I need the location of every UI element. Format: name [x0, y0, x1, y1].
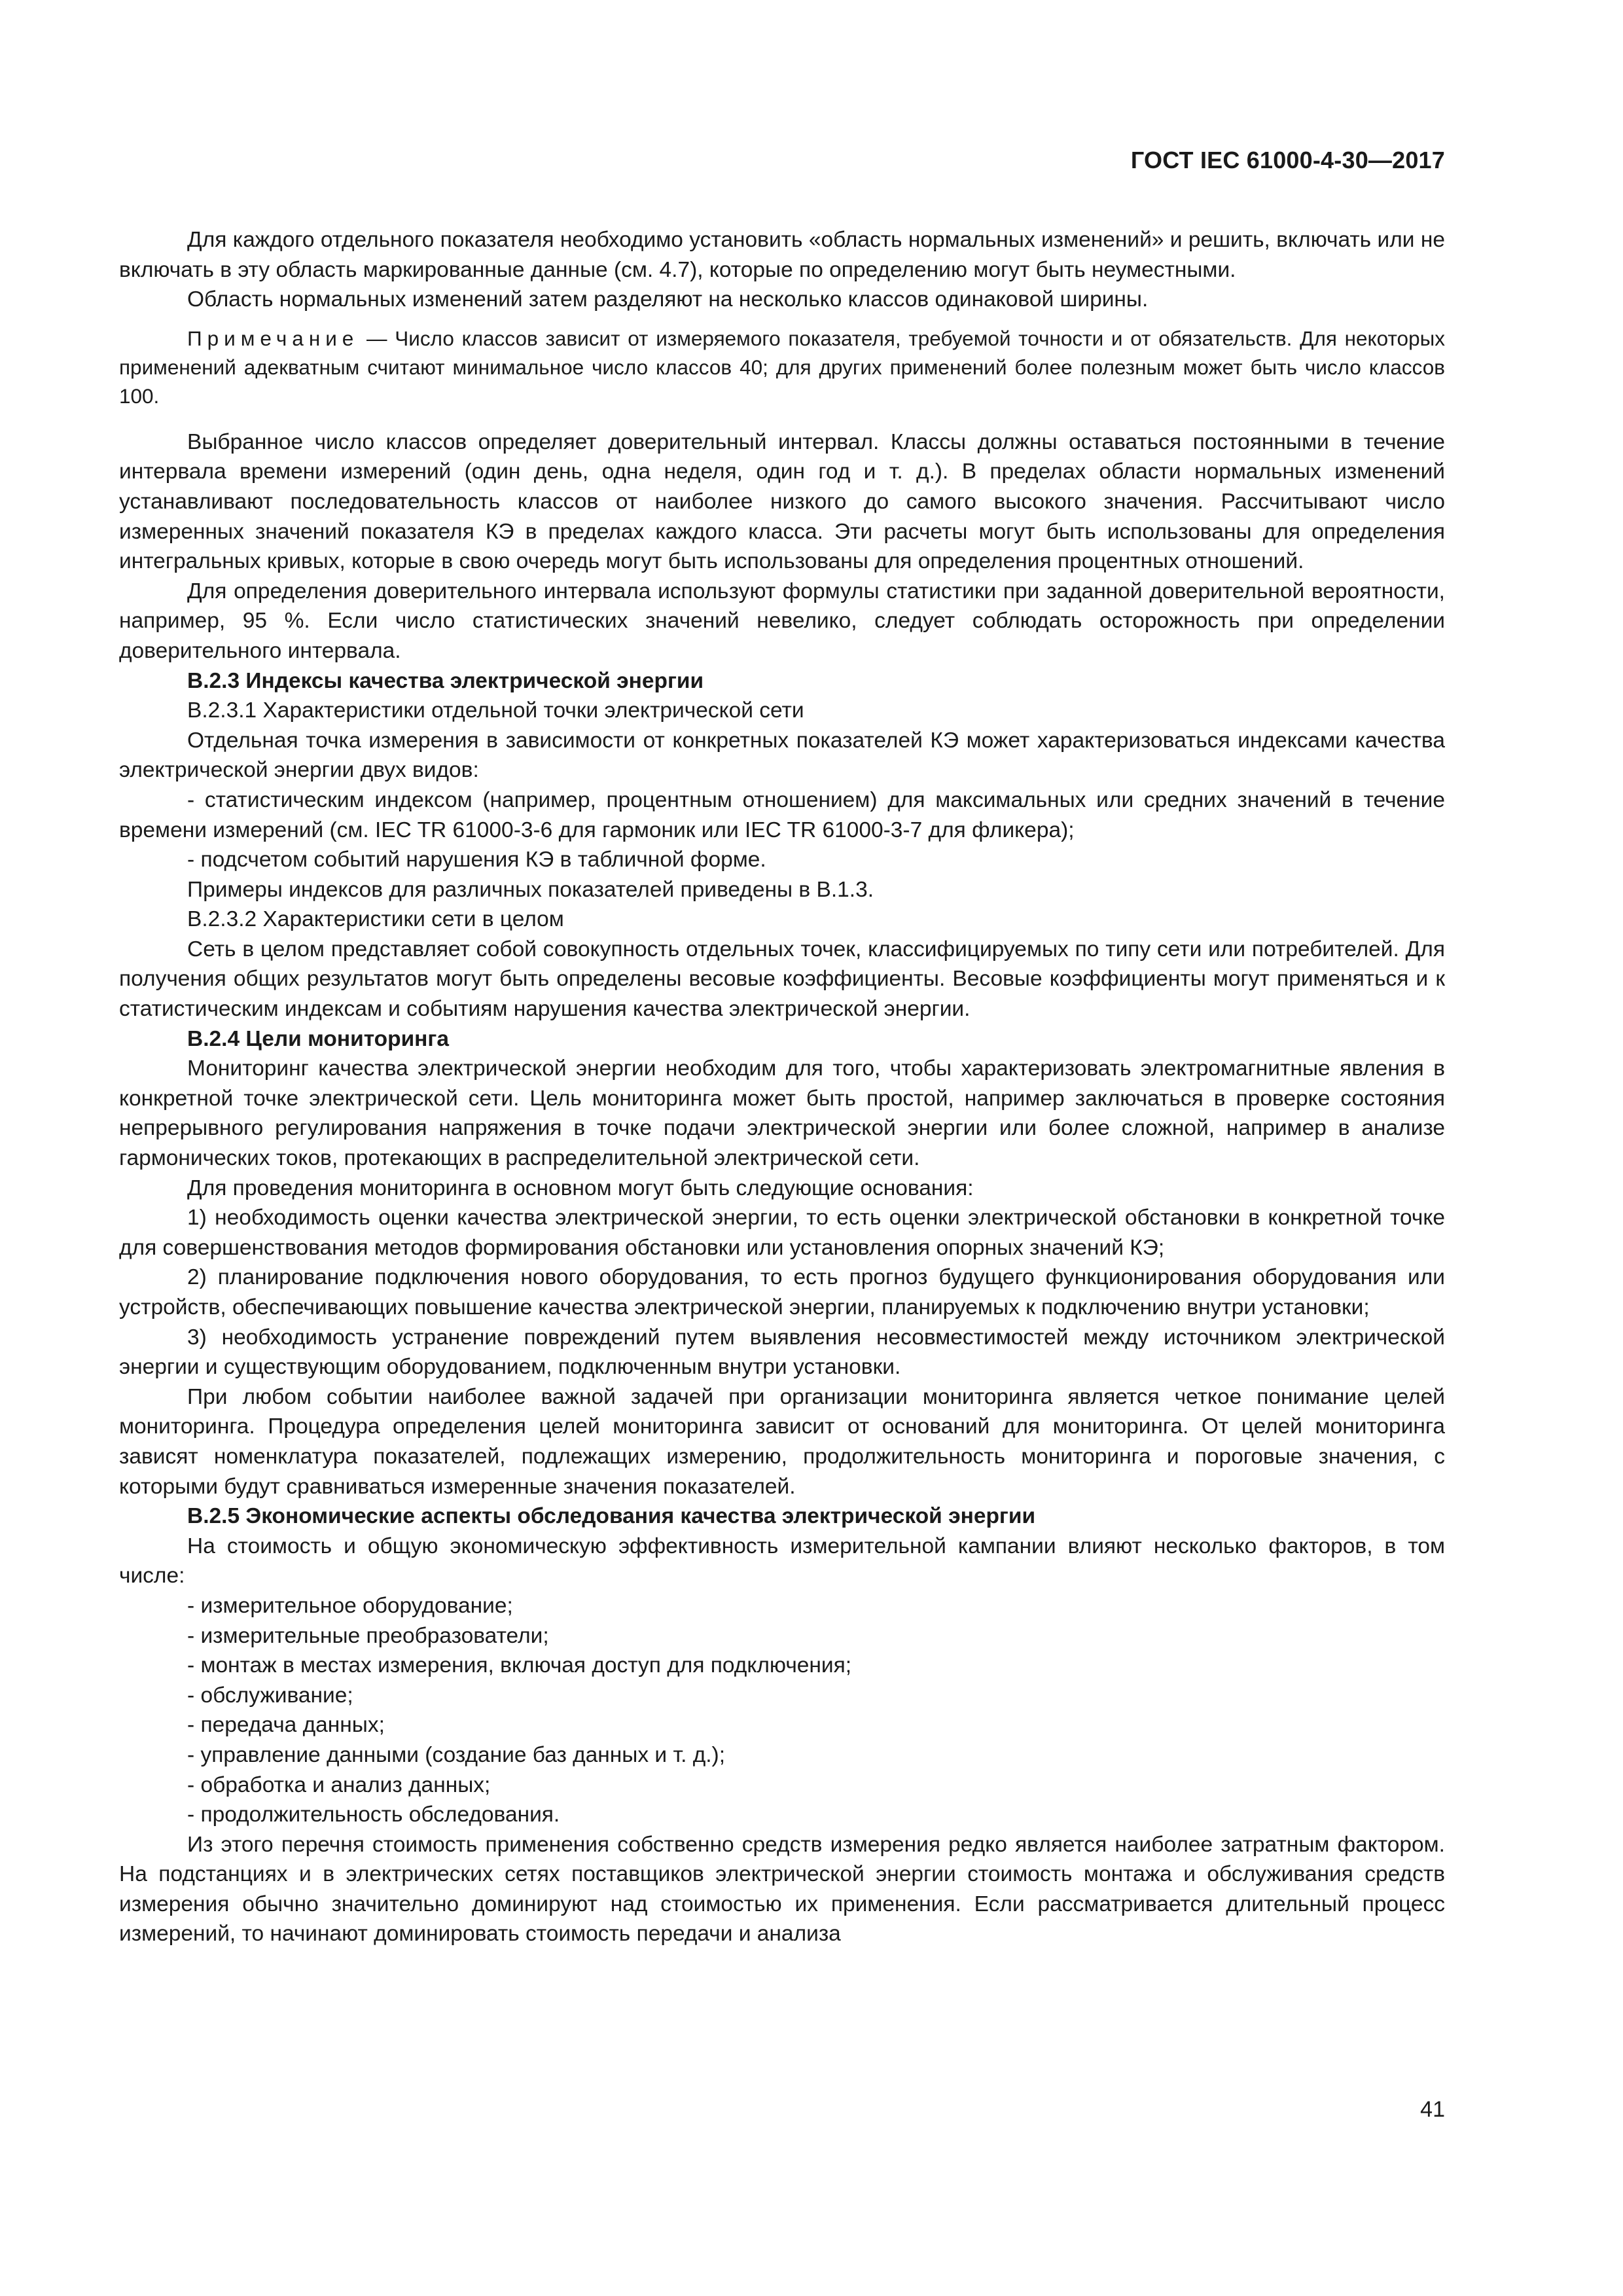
- section-heading: В.2.4 Цели мониторинга: [187, 1026, 450, 1051]
- section-heading: В.2.3 Индексы качества электрической энергии: [187, 668, 704, 693]
- note-label: Примечание: [187, 326, 359, 350]
- paragraph: Сеть в целом представляет собой совокупность отдельных точек, классифицируемых по типу сети или потребителей. Для получения общих результатов могут быть определены весовые коэффициенты. Весовые коэффициенты могут применяться и к статистическим индексам и событиям нарушения качества электрической энергии.: [119, 937, 1445, 1022]
- page-number: 41: [1420, 2097, 1445, 2122]
- numbered-item: 1) необходимость оценки качества электрической энергии, то есть оценки электрической обстановки в конкретной точке для совершенствования методов формирования обстановки или установления опорных значений КЭ;: [119, 1206, 1445, 1260]
- paragraph: При любом событии наиболее важной задачей при организации мониторинга является четкое понимание целей мониторинга. Процедура определения целей мониторинга зависит от оснований для мониторинга. От целей мониторинга зависят номенклатура показателей, подлежащих измерению, продолжительность мониторинга и пороговые значения, с которыми будут сравниваться измеренные значения показателей.: [119, 1384, 1445, 1499]
- list-item: - измерительные преобразователи;: [187, 1623, 549, 1648]
- list-item: - передача данных;: [187, 1713, 385, 1738]
- paragraph: Из этого перечня стоимость применения собственно средств измерения редко является наиболее затратным фактором. На подстанциях и в электрических сетях поставщиков электрической энергии стоимость монтажа и обслуживания средств измерения обычно значительно доминируют над стоимостью их применения. Если рассматривается длительный процесс измерений, то начинают доминировать стоимость передачи и анализа: [119, 1832, 1445, 1946]
- subsection-heading: В.2.3.1 Характеристики отдельной точки электрической сети: [187, 698, 804, 723]
- paragraph: Для каждого отдельного показателя необходимо установить «область нормальных изменений» и решить, включать или не включать в эту область маркированные данные (см. 4.7), которые по определению могут быть неуместными.: [119, 228, 1445, 282]
- list-item: - продолжительность обследования.: [187, 1803, 560, 1827]
- note-text: — Число классов зависит от измеряемого показателя, требуемой точности и от обязательств. Для некоторых применений адекватным считают минимальное число классов 40; для других применений более полезным может быть число классов 100.: [119, 326, 1445, 408]
- dash-item: - подсчетом событий нарушения КЭ в табличной форме.: [187, 848, 766, 872]
- paragraph: Для определения доверительного интервала используют формулы статистики при заданной доверительной вероятности, например, 95 %. Если число статистических значений невелико, следует соблюдать осторожность при определении доверительного интервала.: [119, 579, 1445, 663]
- paragraph: Выбранное число классов определяет доверительный интервал. Классы должны оставаться постоянными в течение интервала времени измерений (один день, одна неделя, один год и т. д.). В пределах области нормальных изменений устанавливают последовательность классов от наиболее низкого до самого высокого значения. Рассчитывают число измеренных значений показателя КЭ в пределах каждого класса. Эти расчеты могут быть использованы для определения интегральных кривых, которые в свою очередь могут быть использованы для определения процентных отношений.: [119, 429, 1445, 574]
- dash-item: - статистическим индексом (например, процентным отношением) для максимальных или средних значений в течение времени измерений (см. IEC TR 61000-3-6 для гармоник или IEC TR 61000-3-7 для фликера);: [119, 787, 1445, 842]
- paragraph: Примеры индексов для различных показателей приведены в В.1.3.: [187, 877, 874, 902]
- list-item: - управление данными (создание баз данных и т. д.);: [187, 1742, 726, 1767]
- paragraph: На стоимость и общую экономическую эффективность измерительной кампании влияют несколько факторов, в том числе:: [119, 1534, 1445, 1588]
- list-item: - измерительное оборудование;: [187, 1593, 513, 1618]
- paragraph: Область нормальных изменений затем разделяют на несколько классов одинаковой ширины.: [187, 287, 1149, 312]
- subsection-heading: В.2.3.2 Характеристики сети в целом: [187, 907, 564, 932]
- note: [119, 324, 1445, 410]
- numbered-item: 3) необходимость устранение повреждений путем выявления несовместимостей между источником электрической энергии и существующим оборудованием, подключенным внутри установки.: [119, 1325, 1445, 1380]
- page-body: [119, 225, 1445, 1949]
- paragraph: Отдельная точка измерения в зависимости от конкретных показателей КЭ может характеризоваться индексами качества электрической энергии двух видов:: [119, 728, 1445, 783]
- paragraph: Мониторинг качества электрической энергии необходим для того, чтобы характеризовать электромагнитные явления в конкретной точке электрической сети. Цель мониторинга может быть простой, например заключаться в проверке состояния непрерывного регулирования напряжения в точке подачи электрической энергии или более сложной, например в анализе гармонических токов, протекающих в распределительной электрической сети.: [119, 1056, 1445, 1171]
- list-item: - обслуживание;: [187, 1683, 353, 1708]
- list-item: - обработка и анализ данных;: [187, 1772, 491, 1797]
- document-header: ГОСТ IEC 61000-4-30—2017: [1130, 147, 1445, 173]
- paragraph: Для проведения мониторинга в основном могут быть следующие основания:: [187, 1175, 974, 1200]
- numbered-item: 2) планирование подключения нового оборудования, то есть прогноз будущего функционирования оборудования или устройств, обеспечивающих повышение качества электрической энергии, планируемых к подключению внутри установки;: [119, 1265, 1445, 1319]
- list-item: - монтаж в местах измерения, включая доступ для подключения;: [187, 1653, 852, 1678]
- section-heading: В.2.5 Экономические аспекты обследования качества электрической энергии: [187, 1504, 1036, 1529]
